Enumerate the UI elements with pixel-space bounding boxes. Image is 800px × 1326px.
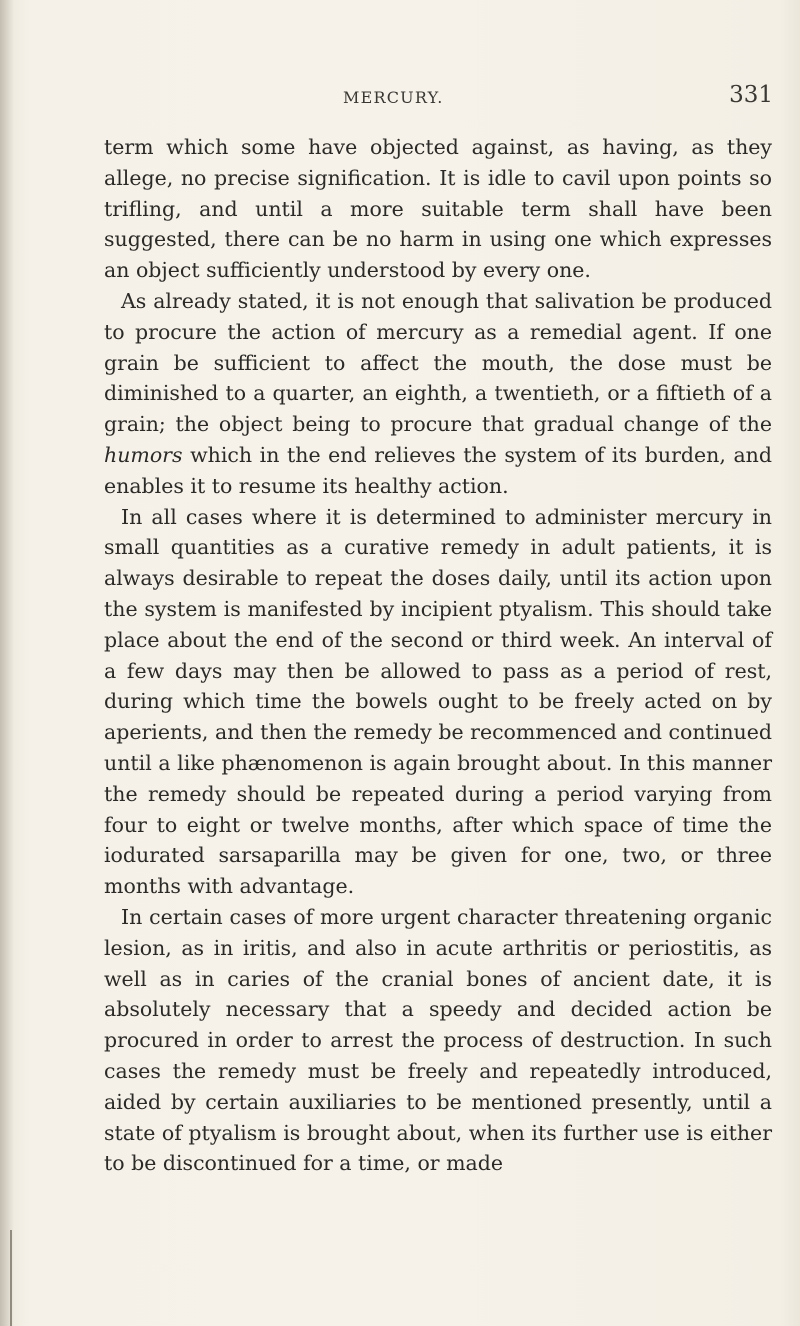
paragraph-2-text-end: which in the end relieves the system of its burden, and enables it to resume its healthy action. <box>104 442 772 498</box>
paragraph-4: In certain cases of more urgent character threatening organic lesion, as in iritis, and also in acute arthritis or periostitis, as well as in caries of the cranial bones of ancient date, it is absolutely necessary that a speedy and decided action be procured in order to arrest the process of destruction. In such cases the remedy must be freely and repeatedly introduced, aided by certain auxiliaries to be mentioned presently, until a state of ptyalism is brought about, when its further use is either to be discontinued for a time, or made <box>104 904 772 1176</box>
binding-shadow <box>0 0 14 1326</box>
page-header <box>0 82 800 112</box>
paragraph-2 <box>104 286 772 502</box>
paragraph-1: term which some have objected against, as having, as they allege, no precise signification. It is idle to cavil upon points so trifling, and until a more suitable term shall have been suggested, there can be no harm in using one which expresses an object sufficiently understood by every one. <box>104 135 772 283</box>
page-edge-mark <box>10 1230 12 1326</box>
body-text <box>104 132 772 1179</box>
paragraph-3: In all cases where it is determined to administer mercury in small quantities as a curative remedy in adult patients, it is always desirable to repeat the doses daily, until its action upon the system is manifested by incipient ptyalism. This should take place about the end of the second or third week. An interval of a few days may then be allowed to pass as a period of rest, during which time the bowels ought to be freely acted on by aperients, and then the remedy be recommenced and continued until a like phænomenon is again brought about. In this manner the remedy should be repeated during a period varying from four to eight or twelve months, after which space of time the iodurated sarsaparilla may be given for one, two, or three months with advantage. <box>104 504 772 899</box>
running-head: MERCURY. <box>343 88 444 107</box>
paragraph-2-text-start: As already stated, it is not enough that salivation be produced to procure the action of mercury as a remedial agent. If one grain be sufficient to affect the mouth, the dose must be diminished to a quarter, an eighth, a twentieth, or a fiftieth of a grain; the object being to procure that gradual change of the <box>104 288 772 437</box>
italic-term-humors: humors <box>104 442 183 467</box>
page-number: 331 <box>729 82 773 108</box>
